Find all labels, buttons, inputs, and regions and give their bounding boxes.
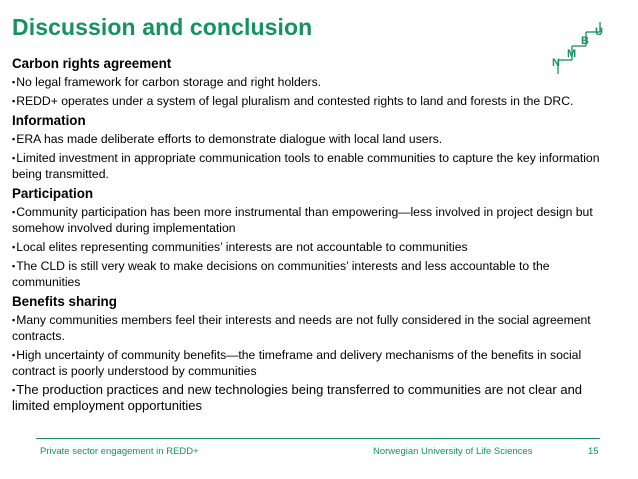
bullet-mark: ▪ xyxy=(12,207,16,217)
logo-letter-m: M xyxy=(567,48,577,60)
bullet-mark: ▪ xyxy=(12,96,16,106)
section-heading: Participation xyxy=(12,186,94,201)
footer-institution: Norwegian University of Life Sciences xyxy=(373,446,533,457)
bullet-item: ▪Local elites representing communities’ interests are not accountable to communities xyxy=(12,240,468,254)
section-heading: Information xyxy=(12,113,86,128)
bullet-item: ▪The production practices and new technologies being transferred to communities are not clear and limited employment opportunities xyxy=(12,382,583,413)
logo-letter-b: B xyxy=(581,35,589,47)
section-carbon-rights xyxy=(12,55,612,109)
bullet-mark: ▪ xyxy=(12,134,16,144)
logo-letter-n: N xyxy=(552,57,560,69)
bullet-mark: ▪ xyxy=(12,261,16,271)
bullet-item: ▪ERA has made deliberate efforts to demonstrate dialogue with local land users. xyxy=(12,132,443,146)
bullet-mark: ▪ xyxy=(12,77,16,87)
bullet-item: ▪REDD+ operates under a system of legal pluralism and contested rights to land and forests in the DRC. xyxy=(12,94,574,108)
logo-letter-u: U xyxy=(595,26,603,38)
bullet-mark: ▪ xyxy=(12,242,16,252)
bullet-item: ▪High uncertainty of community benefits—the timeframe and delivery mechanisms of the benefits in social contract is poorly understood by communities xyxy=(12,348,582,378)
slide-body xyxy=(12,55,612,417)
section-participation xyxy=(12,185,612,290)
section-heading: Carbon rights agreement xyxy=(12,56,172,71)
section-information xyxy=(12,112,612,182)
section-benefits-sharing xyxy=(12,293,612,414)
bullet-mark: ▪ xyxy=(12,153,16,163)
page-number: 15 xyxy=(588,446,599,457)
section-heading: Benefits sharing xyxy=(12,294,117,309)
footer-presentation-title: Private sector engagement in REDD+ xyxy=(40,446,199,457)
bullet-item: ▪The CLD is still very weak to make decisions on communities’ interests and less accountable to the communities xyxy=(12,259,550,289)
bullet-item: ▪Many communities members feel their interests and needs are not fully considered in the social agreement contracts. xyxy=(12,313,591,343)
slide-title: Discussion and conclusion xyxy=(12,14,313,40)
bullet-item: ▪No legal framework for carbon storage and right holders. xyxy=(12,75,322,89)
bullet-item: ▪Community participation has been more instrumental than empowering—less involved in project design but somehow involved during implementation xyxy=(12,205,593,235)
bullet-mark: ▪ xyxy=(12,385,16,395)
bullet-item: ▪Limited investment in appropriate communication tools to enable communities to capture the key information being transmitted. xyxy=(12,151,600,181)
bullet-mark: ▪ xyxy=(12,350,16,360)
footer-divider xyxy=(36,438,600,439)
bullet-mark: ▪ xyxy=(12,315,16,325)
